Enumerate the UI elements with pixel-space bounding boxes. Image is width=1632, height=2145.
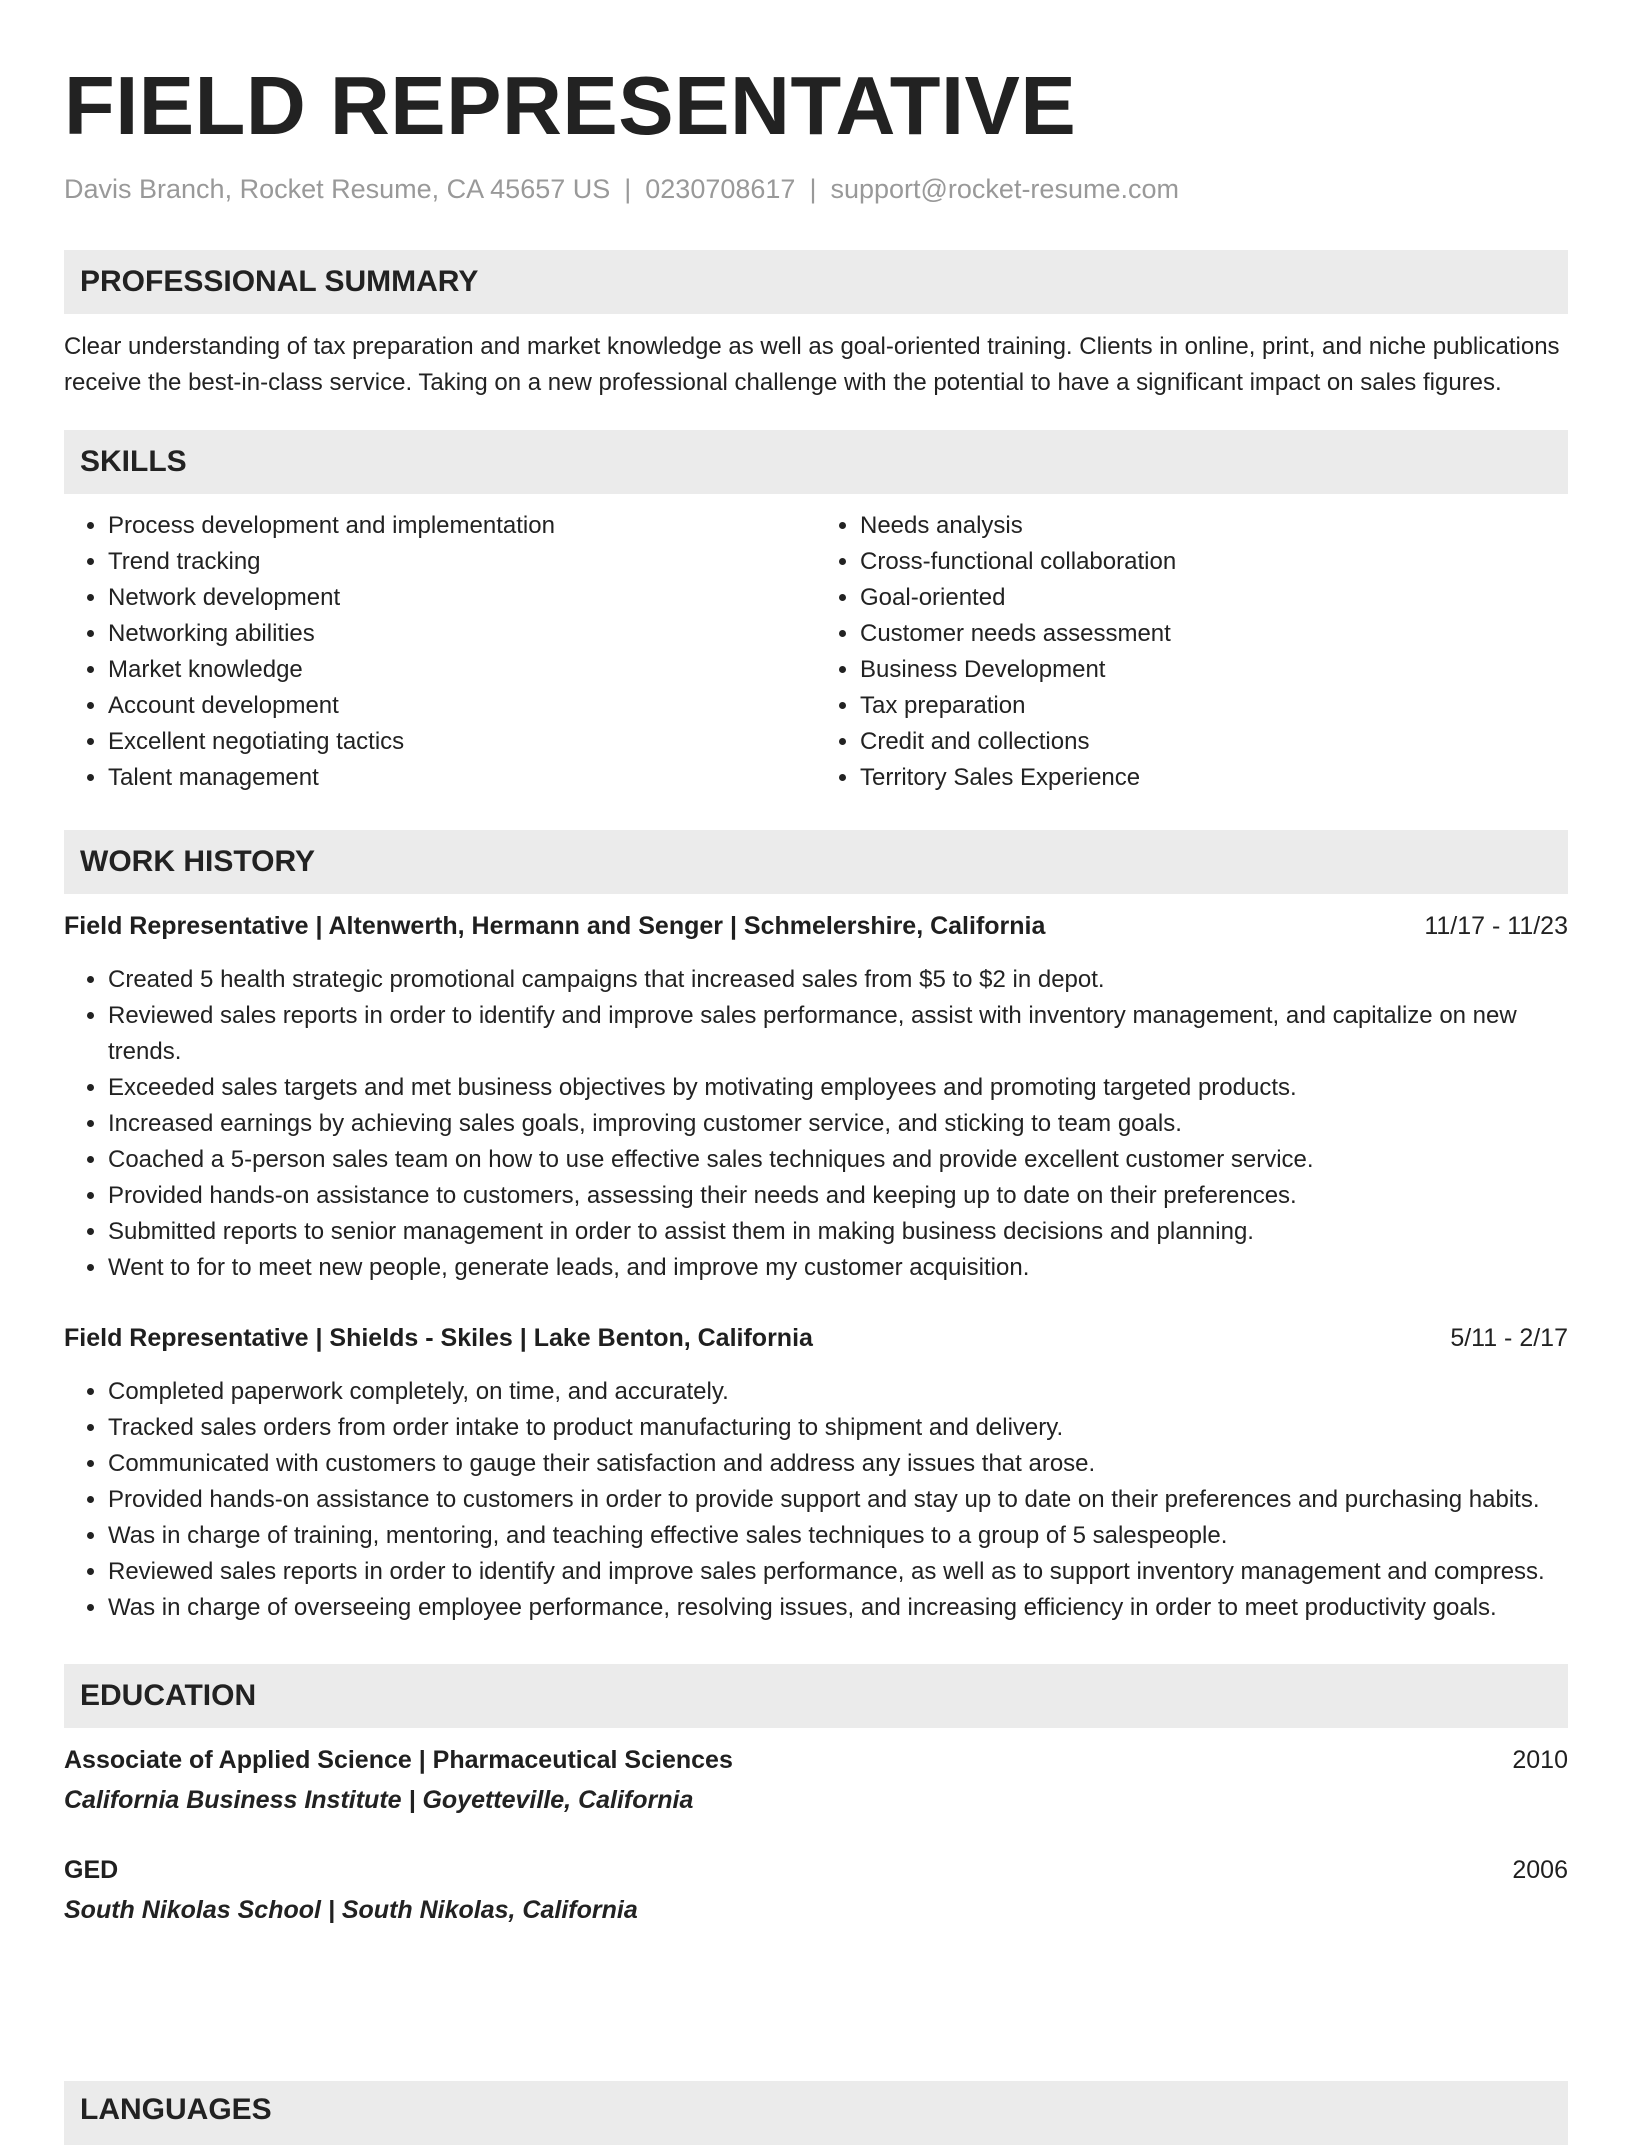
job-bullet: • Tracked sales orders from order intake to product manufacturing to shipment and delivery.	[108, 1410, 1568, 1446]
job-header	[64, 1320, 1568, 1356]
job-bullets	[64, 962, 1568, 1286]
skill-item: • Talent management	[108, 760, 816, 796]
education-header	[64, 1742, 1568, 1778]
skill-item: • Goal-oriented	[860, 580, 1568, 616]
education-school: South Nikolas School | South Nikolas, California	[64, 1896, 638, 1924]
skills-column-right	[816, 508, 1568, 796]
job-bullets	[64, 1374, 1568, 1626]
job-bullet: • Coached a 5-person sales team on how to use effective sales techniques and provide excellent customer service.	[108, 1142, 1568, 1178]
skill-item: • Territory Sales Experience	[860, 760, 1568, 796]
skill-item: • Customer needs assessment	[860, 616, 1568, 652]
contact-email: support@rocket-resume.com	[830, 174, 1179, 204]
skill-item: • Credit and collections	[860, 724, 1568, 760]
candidate-name: FIELD REPRESENTATIVE	[64, 59, 1077, 152]
education-entry	[64, 1742, 1568, 1818]
job-bullet: • Communicated with customers to gauge their satisfaction and address any issues that arose.	[108, 1446, 1568, 1482]
skill-item: • Market knowledge	[108, 652, 816, 688]
education-school: California Business Institute | Goyetteville, California	[64, 1786, 694, 1814]
education-year: 2006	[1512, 1856, 1568, 1884]
section-heading-work-history: WORK HISTORY	[64, 830, 1568, 894]
job-header	[64, 908, 1568, 944]
job-bullet: • Increased earnings by achieving sales goals, improving customer service, and sticking to team goals.	[108, 1106, 1568, 1142]
skill-item: • Account development	[108, 688, 816, 724]
section-heading-education: EDUCATION	[64, 1664, 1568, 1728]
job-bullet: • Reviewed sales reports in order to identify and improve sales performance, assist with inventory management, and capitalize on new trends.	[108, 998, 1568, 1070]
job-dates: 11/17 - 11/23	[1424, 912, 1568, 940]
contact-address: Davis Branch, Rocket Resume, CA 45657 US	[64, 174, 611, 204]
job-bullet: • Was in charge of training, mentoring, and teaching effective sales techniques to a group of 5 salespeople.	[108, 1518, 1568, 1554]
skill-item: • Process development and implementation	[108, 508, 816, 544]
skill-item: • Tax preparation	[860, 688, 1568, 724]
skill-item: • Excellent negotiating tactics	[108, 724, 816, 760]
skill-item: • Business Development	[860, 652, 1568, 688]
job-bullet: • Created 5 health strategic promotional campaigns that increased sales from $5 to $2 in depot.	[108, 962, 1568, 998]
section-heading-summary: PROFESSIONAL SUMMARY	[64, 250, 1568, 314]
education-header	[64, 1852, 1568, 1888]
education-year: 2010	[1512, 1746, 1568, 1774]
section-heading-languages: LANGUAGES	[64, 2081, 1568, 2145]
job-dates: 5/11 - 2/17	[1450, 1324, 1568, 1352]
skills-list	[64, 508, 1568, 796]
job-entry	[64, 908, 1568, 1286]
summary-text: Clear understanding of tax preparation and market knowledge as well as goal-oriented training. Clients in online, print, and niche publications receive the best-in-class service. Taking on a new professional challenge with the potential to have a significant impact on sales figures.	[64, 333, 1560, 396]
section-heading-skills: SKILLS	[64, 430, 1568, 494]
job-bullet: • Was in charge of overseeing employee performance, resolving issues, and increasing efficiency in order to meet productivity goals.	[108, 1590, 1568, 1626]
job-bullet: • Reviewed sales reports in order to identify and improve sales performance, as well as to support inventory management and compress.	[108, 1554, 1568, 1590]
job-bullet: • Provided hands-on assistance to customers, assessing their needs and keeping up to date on their preferences.	[108, 1178, 1568, 1214]
skill-item: • Cross-functional collaboration	[860, 544, 1568, 580]
job-title: Field Representative | Altenwerth, Hermann and Senger | Schmelershire, California	[64, 912, 1046, 940]
skill-item: • Trend tracking	[108, 544, 816, 580]
job-bullet: • Submitted reports to senior management in order to assist them in making business decisions and planning.	[108, 1214, 1568, 1250]
contact-line	[64, 172, 1568, 206]
job-title: Field Representative | Shields - Skiles | Lake Benton, California	[64, 1324, 813, 1352]
education-degree: Associate of Applied Science | Pharmaceutical Sciences	[64, 1746, 733, 1774]
skill-item: • Networking abilities	[108, 616, 816, 652]
contact-separator: |	[809, 174, 817, 204]
contact-separator: |	[624, 174, 632, 204]
job-bullet: • Completed paperwork completely, on time, and accurately.	[108, 1374, 1568, 1410]
contact-phone: 0230708617	[645, 174, 796, 204]
job-bullet: • Went to for to meet new people, generate leads, and improve my customer acquisition.	[108, 1250, 1568, 1286]
skill-item: • Network development	[108, 580, 816, 616]
education-entry	[64, 1852, 1568, 1928]
job-bullet: • Exceeded sales targets and met business objectives by motivating employees and promoting targeted products.	[108, 1070, 1568, 1106]
job-bullet: • Provided hands-on assistance to customers in order to provide support and stay up to date on their preferences and purchasing habits.	[108, 1482, 1568, 1518]
education-degree: GED	[64, 1856, 119, 1884]
job-entry	[64, 1320, 1568, 1626]
skill-item: • Needs analysis	[860, 508, 1568, 544]
skills-column-left	[64, 508, 816, 796]
